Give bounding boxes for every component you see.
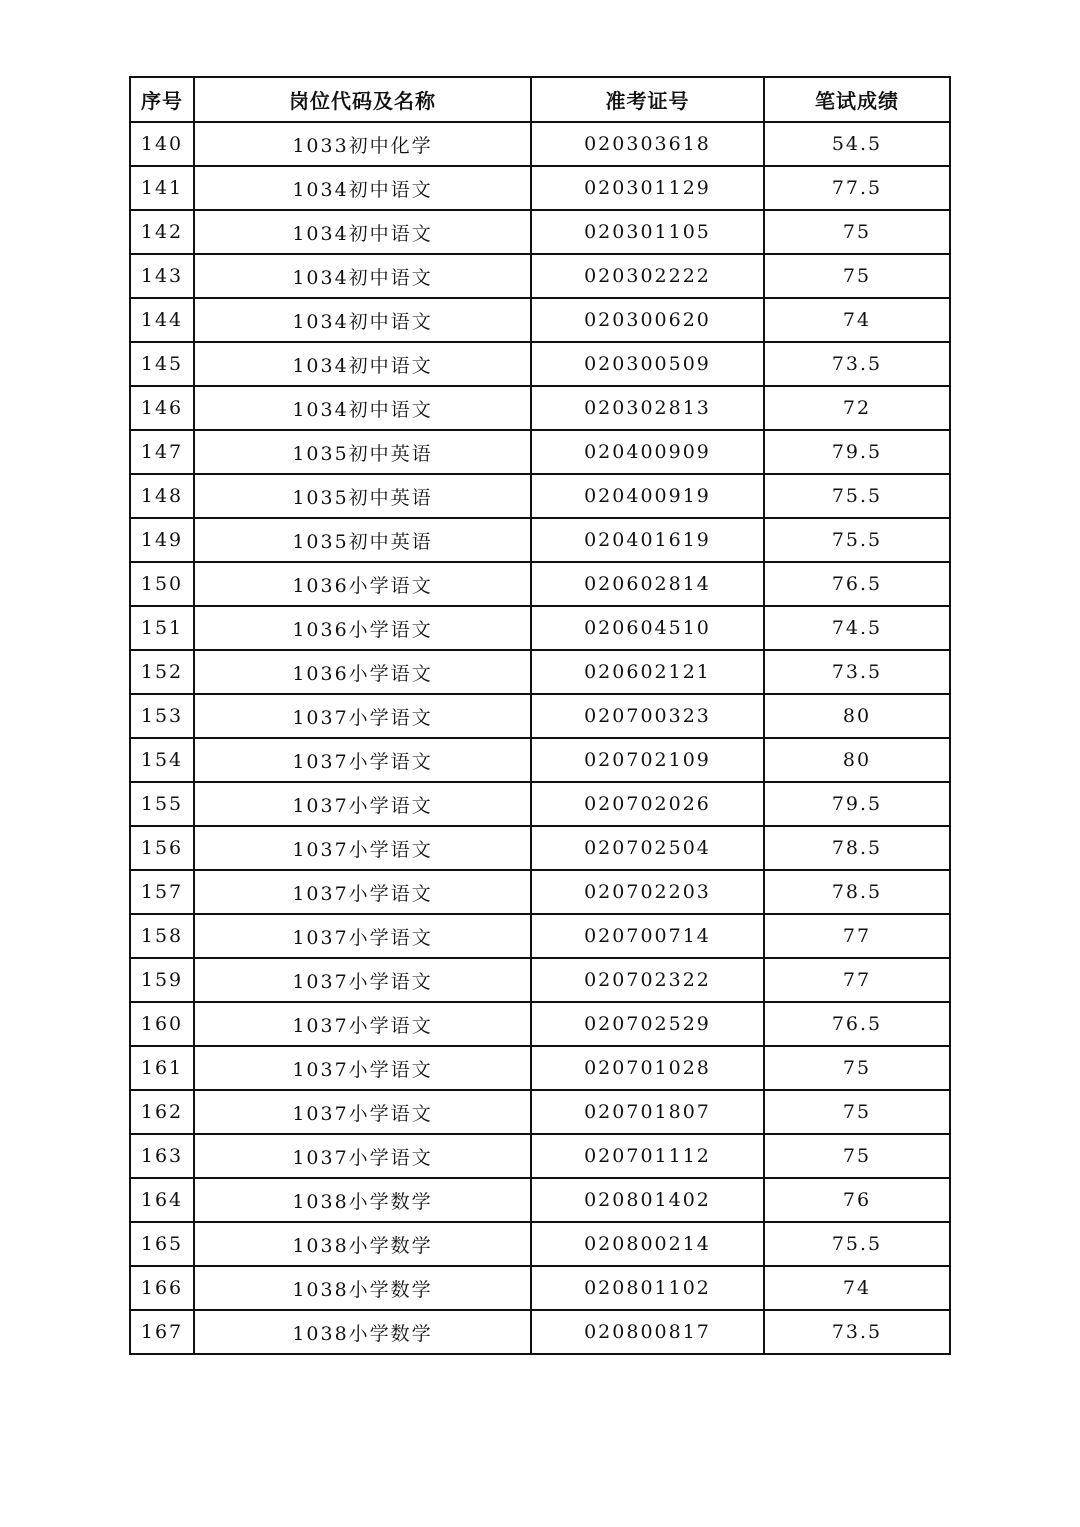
cell-admission-number: 020602814 [531,562,764,606]
cell-admission-number: 020700714 [531,914,764,958]
table-row [130,1222,950,1266]
cell-serial-number: 150 [130,562,194,606]
cell-position: 1037小学语文 [194,1090,531,1134]
cell-serial-number: 165 [130,1222,194,1266]
table-row [130,606,950,650]
cell-serial-number: 148 [130,474,194,518]
cell-admission-number: 020801402 [531,1178,764,1222]
cell-position: 1034初中语文 [194,254,531,298]
cell-admission-number: 020702203 [531,870,764,914]
cell-position: 1034初中语文 [194,342,531,386]
cell-score: 73.5 [764,1310,950,1354]
cell-score: 73.5 [764,650,950,694]
cell-score: 75 [764,1090,950,1134]
table-row [130,958,950,1002]
table-row [130,738,950,782]
cell-serial-number: 167 [130,1310,194,1354]
cell-score: 75.5 [764,518,950,562]
cell-serial-number: 163 [130,1134,194,1178]
cell-serial-number: 145 [130,342,194,386]
cell-serial-number: 140 [130,122,194,166]
table-row [130,1046,950,1090]
cell-serial-number: 157 [130,870,194,914]
cell-position: 1038小学数学 [194,1222,531,1266]
cell-serial-number: 155 [130,782,194,826]
cell-position: 1036小学语文 [194,562,531,606]
cell-score: 75.5 [764,474,950,518]
cell-position: 1037小学语文 [194,1002,531,1046]
cell-score: 73.5 [764,342,950,386]
cell-position: 1037小学语文 [194,958,531,1002]
cell-score: 77.5 [764,166,950,210]
cell-serial-number: 154 [130,738,194,782]
cell-serial-number: 153 [130,694,194,738]
cell-score: 77 [764,958,950,1002]
cell-serial-number: 149 [130,518,194,562]
cell-admission-number: 020800214 [531,1222,764,1266]
header-admission-number: 准考证号 [531,77,764,122]
table-row [130,562,950,606]
cell-admission-number: 020701112 [531,1134,764,1178]
cell-admission-number: 020301129 [531,166,764,210]
cell-position: 1035初中英语 [194,518,531,562]
cell-admission-number: 020303618 [531,122,764,166]
score-table [129,76,951,1355]
cell-position: 1037小学语文 [194,694,531,738]
cell-admission-number: 020400919 [531,474,764,518]
cell-score: 54.5 [764,122,950,166]
cell-score: 75.5 [764,1222,950,1266]
cell-score: 75 [764,1134,950,1178]
header-position-code-name: 岗位代码及名称 [194,77,531,122]
cell-score: 80 [764,694,950,738]
cell-admission-number: 020702026 [531,782,764,826]
table-row [130,1266,950,1310]
table-row [130,1178,950,1222]
table-row [130,1002,950,1046]
cell-admission-number: 020702504 [531,826,764,870]
table-row [130,650,950,694]
table-row [130,782,950,826]
cell-serial-number: 164 [130,1178,194,1222]
table-row [130,342,950,386]
cell-serial-number: 151 [130,606,194,650]
cell-position: 1038小学数学 [194,1310,531,1354]
cell-score: 74 [764,298,950,342]
cell-score: 78.5 [764,826,950,870]
cell-score: 75 [764,254,950,298]
table-row [130,694,950,738]
cell-position: 1037小学语文 [194,826,531,870]
table-row [130,914,950,958]
cell-score: 78.5 [764,870,950,914]
cell-serial-number: 147 [130,430,194,474]
cell-position: 1038小学数学 [194,1178,531,1222]
cell-score: 75 [764,1046,950,1090]
cell-admission-number: 020400909 [531,430,764,474]
cell-admission-number: 020702109 [531,738,764,782]
cell-position: 1033初中化学 [194,122,531,166]
cell-admission-number: 020301105 [531,210,764,254]
cell-position: 1037小学语文 [194,914,531,958]
cell-position: 1034初中语文 [194,298,531,342]
cell-serial-number: 146 [130,386,194,430]
cell-serial-number: 143 [130,254,194,298]
cell-admission-number: 020302813 [531,386,764,430]
cell-position: 1037小学语文 [194,1134,531,1178]
cell-position: 1037小学语文 [194,782,531,826]
cell-position: 1037小学语文 [194,1046,531,1090]
table-row [130,430,950,474]
cell-serial-number: 141 [130,166,194,210]
cell-score: 76.5 [764,562,950,606]
cell-score: 72 [764,386,950,430]
cell-serial-number: 166 [130,1266,194,1310]
cell-score: 74 [764,1266,950,1310]
cell-score: 75 [764,210,950,254]
cell-serial-number: 162 [130,1090,194,1134]
cell-score: 80 [764,738,950,782]
cell-serial-number: 156 [130,826,194,870]
table-row [130,166,950,210]
table-body [130,122,950,1354]
table-row [130,1090,950,1134]
cell-serial-number: 142 [130,210,194,254]
table-row [130,122,950,166]
header-serial-number: 序号 [130,77,194,122]
table-row [130,1310,950,1354]
cell-position: 1034初中语文 [194,210,531,254]
cell-serial-number: 144 [130,298,194,342]
cell-admission-number: 020701028 [531,1046,764,1090]
cell-position: 1037小学语文 [194,870,531,914]
cell-admission-number: 020300620 [531,298,764,342]
cell-serial-number: 158 [130,914,194,958]
table-header [130,77,950,122]
cell-admission-number: 020700323 [531,694,764,738]
header-written-score: 笔试成绩 [764,77,950,122]
cell-admission-number: 020701807 [531,1090,764,1134]
cell-position: 1036小学语文 [194,650,531,694]
cell-position: 1038小学数学 [194,1266,531,1310]
table-row [130,518,950,562]
cell-position: 1034初中语文 [194,166,531,210]
cell-admission-number: 020604510 [531,606,764,650]
cell-admission-number: 020702529 [531,1002,764,1046]
cell-serial-number: 161 [130,1046,194,1090]
cell-position: 1035初中英语 [194,474,531,518]
cell-position: 1035初中英语 [194,430,531,474]
cell-admission-number: 020401619 [531,518,764,562]
cell-admission-number: 020602121 [531,650,764,694]
cell-score: 79.5 [764,782,950,826]
cell-score: 74.5 [764,606,950,650]
cell-position: 1034初中语文 [194,386,531,430]
cell-admission-number: 020300509 [531,342,764,386]
cell-serial-number: 159 [130,958,194,1002]
table-row [130,826,950,870]
cell-position: 1036小学语文 [194,606,531,650]
header-row [130,77,950,122]
table-row [130,474,950,518]
table-row [130,1134,950,1178]
cell-admission-number: 020801102 [531,1266,764,1310]
cell-score: 76 [764,1178,950,1222]
cell-serial-number: 152 [130,650,194,694]
cell-admission-number: 020800817 [531,1310,764,1354]
cell-score: 76.5 [764,1002,950,1046]
cell-admission-number: 020702322 [531,958,764,1002]
cell-score: 77 [764,914,950,958]
table-row [130,298,950,342]
table-row [130,870,950,914]
table-row [130,254,950,298]
cell-score: 79.5 [764,430,950,474]
cell-serial-number: 160 [130,1002,194,1046]
cell-admission-number: 020302222 [531,254,764,298]
table-row [130,386,950,430]
cell-position: 1037小学语文 [194,738,531,782]
table-row [130,210,950,254]
